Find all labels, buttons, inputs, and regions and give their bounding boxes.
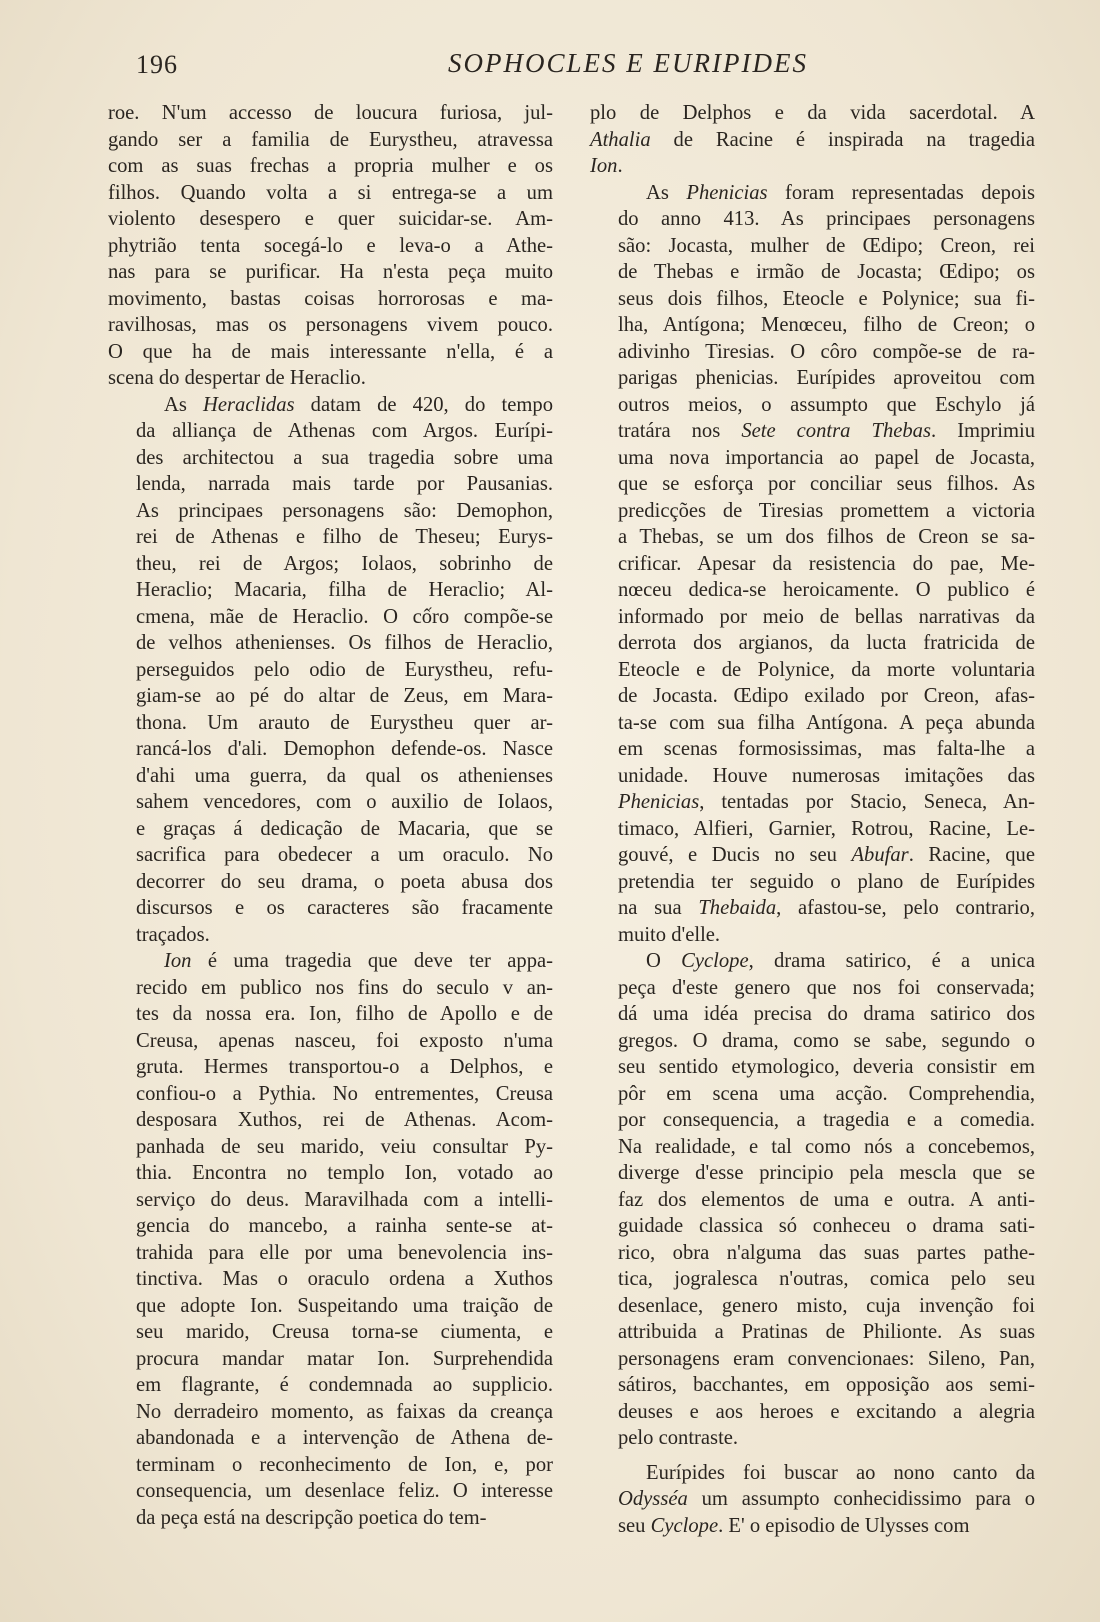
text-line: pelo contraste. — [618, 1427, 739, 1449]
text-line: decorrer do seu drama, o poeta abusa dos — [136, 870, 553, 893]
text-line: gruta. Hermes transportou-o a Delphos, e — [136, 1056, 553, 1078]
text-line: roe. N'um accesso de loucura furiosa, jul- — [108, 102, 553, 124]
text-line: seu Cyclope. E' o episodio de Ulysses com — [618, 1514, 970, 1537]
text-line: que se esforça por conciliar seus filhos. As — [618, 473, 1035, 495]
text-line: faz dos elementos de uma e outra. A anti- — [618, 1188, 1035, 1211]
text-line: uma nova importancia ao papel de Jocasta, — [618, 446, 1035, 469]
text-line: attribuida a Pratinas de Philionte. As suas — [618, 1321, 1035, 1343]
text-line: As Heraclidas datam de 420, do tempo — [164, 393, 553, 416]
text-line: filhos. Quando volta a si entrega-se a um — [108, 181, 553, 204]
text-line: sátiros, bacchantes, em opposição aos semi- — [618, 1374, 1035, 1396]
text-line: recido em publico nos fins do seculo v an- — [136, 976, 553, 999]
text-line: giam-se ao pé do altar de Zeus, em Mara- — [136, 685, 553, 707]
text-line: Eteocle e de Polynice, da morte voluntaria — [618, 658, 1035, 681]
text-line: thia. Encontra no templo Ion, votado ao — [136, 1162, 553, 1184]
text-line: sahem vencedores, com o auxilio de Iolaos, — [136, 791, 553, 813]
text-line: dá uma idéa precisa do drama satirico dos — [618, 1003, 1035, 1025]
text-line: procura mandar matar Ion. Surprehendida — [136, 1347, 553, 1370]
text-line: pretendia ter seguido o plano de Eurípides — [618, 870, 1035, 893]
text-line: scena do despertar de Heraclio. — [108, 367, 366, 389]
text-line: tratára nos Sete contra Thebas. Imprimiu — [618, 420, 1035, 442]
text-line: ravilhosas, mas os personagens vivem pouco. — [108, 314, 553, 336]
text-line: adivinho Tiresias. O côro compõe-se de ra- — [618, 340, 1035, 363]
text-line: de Thebas e irmão de Jocasta; Œdipo; os — [618, 261, 1035, 283]
text-line: plo de Delphos e da vida sacerdotal. A — [590, 102, 1035, 124]
paragraph — [108, 948, 553, 1531]
text-line: outros meios, o assumpto que Eschylo já — [618, 393, 1035, 416]
text-line: da alliança de Athenas com Argos. Eurípi- — [136, 420, 553, 442]
text-line: desenlace, genero misto, cuja invenção foi — [618, 1294, 1035, 1317]
text-line: violento desespero e quer suicidar-se. Am- — [108, 208, 553, 230]
text-line: rico, obra n'alguma das suas partes pathe- — [618, 1241, 1035, 1264]
text-line: são: Jocasta, mulher de Œdipo; Creon, rei — [618, 234, 1035, 257]
text-line: gregos. O drama, como se sabe, segundo o — [618, 1029, 1035, 1052]
text-line: Eurípides foi buscar ao nono canto da — [646, 1461, 1035, 1484]
text-line: de velhos athenienses. Os filhos de Heraclio, — [136, 632, 553, 654]
text-line: thona. Um arauto de Eurystheu quer ar- — [136, 711, 553, 734]
text-line: rei de Athenas e filho de Theseu; Eurys- — [136, 526, 553, 548]
text-line: des architectou a sua tragedia sobre uma — [136, 446, 553, 469]
text-line: consequencia, um desenlace feliz. O interesse — [136, 1480, 553, 1502]
text-line: e graças á dedicação de Macaria, que se — [136, 817, 553, 840]
text-line: nœceu dedica-se heroicamente. O publico é — [618, 579, 1035, 601]
text-line: parigas phenicias. Eurípides aproveitou com — [618, 367, 1035, 389]
text-line: peça d'este genero que nos foi conservada; — [618, 976, 1035, 999]
text-line: ta-se com sua filha Antígona. A peça abunda — [618, 711, 1035, 734]
text-line: crificar. Apesar da resistencia do pae, Me- — [618, 552, 1035, 575]
text-line: a Thebas, se um dos filhos de Creon se sa- — [618, 526, 1035, 548]
text-line: Ion. — [590, 155, 623, 177]
text-line: perseguidos pelo odio de Eurystheu, refu- — [136, 658, 553, 681]
paragraph — [590, 1460, 1035, 1540]
text-line: Athalia de Racine é inspirada na tragedia — [590, 128, 1035, 151]
text-line: tes da nossa era. Ion, filho de Apollo e de — [136, 1003, 553, 1025]
left-text-column — [108, 100, 553, 1531]
paragraph — [108, 392, 553, 949]
text-line: predicções de Tiresias promettem a victoria — [618, 499, 1035, 522]
text-line: serviço do deus. Maravilhada com a intelli- — [136, 1188, 553, 1211]
text-line: trahida para elle por uma benevolencia ins- — [136, 1241, 553, 1264]
text-line: Creusa, apenas nasceu, foi exposto n'uma — [136, 1029, 553, 1052]
text-line: terminam o reconhecimento de Ion, e, por — [136, 1453, 553, 1476]
text-line: derrota dos argianos, da lucta fratricida de — [618, 632, 1035, 654]
text-line: gouvé, e Ducis no seu Abufar. Racine, que — [618, 844, 1035, 866]
text-line: na sua Thebaida, afastou-se, pelo contrario, — [618, 897, 1035, 919]
text-line: seus dois filhos, Eteocle e Polynice; sua fi- — [618, 287, 1035, 310]
text-line: muito d'elle. — [618, 923, 721, 946]
text-line: unidade. Houve numerosas imitações das — [618, 764, 1035, 787]
text-line: da peça está na descripção poetica do tem- — [136, 1506, 487, 1529]
paragraph — [108, 100, 553, 392]
text-line: em scenas formosissimas, mas falta-lhe a — [618, 738, 1035, 760]
text-line: Na realidade, e tal como nós a concebemos, — [618, 1135, 1035, 1158]
text-line: As principaes personagens são: Demophon, — [136, 499, 553, 522]
text-line: lenda, narrada mais tarde por Pausanias. — [136, 473, 553, 495]
text-line: theu, rei de Argos; Iolaos, sobrinho de — [136, 552, 553, 575]
text-line: d'ahi uma guerra, da qual os athenienses — [136, 764, 553, 787]
text-line: gando ser a familia de Eurystheu, atravessa — [108, 128, 553, 151]
text-line: O que ha de mais interessante n'ella, é a — [108, 340, 553, 363]
text-line: que adopte Ion. Suspeitando uma traição de — [136, 1294, 553, 1317]
text-line: pôr em scena uma acção. Comprehendia, — [618, 1082, 1035, 1105]
page-number: 196 — [136, 50, 178, 79]
text-line: No derradeiro momento, as faixas da creança — [136, 1400, 553, 1423]
text-line: em flagrante, é condemnada ao supplicio. — [136, 1374, 553, 1396]
text-line: lha, Antígona; Menœceu, filho de Creon; o — [618, 314, 1035, 336]
paragraph — [590, 100, 1035, 180]
text-line: abandonada e a intervenção de Athena de- — [136, 1427, 553, 1449]
text-line: O Cyclope, drama satirico, é a unica — [646, 950, 1035, 972]
text-line: por consequencia, a tragedia e a comedia. — [618, 1109, 1035, 1131]
text-line: timaco, Alfieri, Garnier, Rotrou, Racine, Le- — [618, 817, 1035, 840]
text-line: Heraclio; Macaria, filha de Heraclio; Al- — [136, 579, 553, 601]
text-line: As Phenicias foram representadas depois — [646, 181, 1035, 204]
text-line: guidade classica só conheceu o drama sati- — [618, 1215, 1035, 1237]
text-line: personagens eram convencionaes: Sileno, Pan, — [618, 1347, 1035, 1370]
text-line: Odysséa um assumpto conhecidissimo para o — [618, 1488, 1035, 1510]
text-line: seu sentido etymologico, deveria consistir em — [618, 1056, 1035, 1078]
right-text-column — [590, 100, 1035, 1539]
text-line: informado por meio de bellas narrativas da — [618, 605, 1035, 628]
text-line: desposara Xuthos, rei de Athenas. Acom- — [136, 1109, 553, 1131]
text-line: phytrião tenta socegá-lo e leva-o a Athe- — [108, 234, 553, 257]
text-line: rancá-los d'ali. Demophon defende-os. Nasce — [136, 738, 553, 760]
text-line: Phenicias, tentadas por Stacio, Seneca, An- — [618, 791, 1035, 813]
text-line: movimento, bastas coisas horrorosas e ma- — [108, 287, 553, 310]
text-line: sacrifica para obedecer a um oraculo. No — [136, 844, 553, 866]
text-line: deuses e aos heroes e excitando a alegria — [618, 1400, 1035, 1423]
text-line: cmena, mãe de Heraclio. O cốro compõe-se — [136, 605, 553, 628]
text-line: gencia do mancebo, a rainha sente-se at- — [136, 1215, 553, 1237]
text-line: discursos e os caracteres são fracamente — [136, 897, 553, 919]
text-line: Ion é uma tragedia que deve ter appa- — [164, 950, 553, 972]
text-line: seu marido, Creusa torna-se ciumenta, e — [136, 1321, 553, 1343]
text-line: com as suas frechas a propria mulher e os — [108, 155, 553, 177]
paragraph — [590, 180, 1035, 949]
paragraph — [590, 948, 1035, 1452]
text-line: confiou-o a Pythia. No entrementes, Creusa — [136, 1082, 553, 1105]
running-title: SOPHOCLES E EURIPIDES — [448, 48, 808, 78]
page-header — [108, 44, 1028, 88]
text-line: de Jocasta. Œdipo exilado por Creon, afas- — [618, 685, 1035, 707]
text-line: diverge d'esse principio pela mescla que se — [618, 1162, 1035, 1184]
text-line: tica, jogralesca n'outras, comica pelo seu — [618, 1268, 1035, 1290]
text-line: do anno 413. As principaes personagens — [618, 208, 1035, 230]
text-line: nas para se purificar. Ha n'esta peça muito — [108, 261, 553, 283]
text-line: traçados. — [136, 923, 210, 946]
text-line: tinctiva. Mas o oraculo ordena a Xuthos — [136, 1268, 553, 1290]
text-line: panhada de seu marido, veiu consultar Py- — [136, 1135, 553, 1158]
